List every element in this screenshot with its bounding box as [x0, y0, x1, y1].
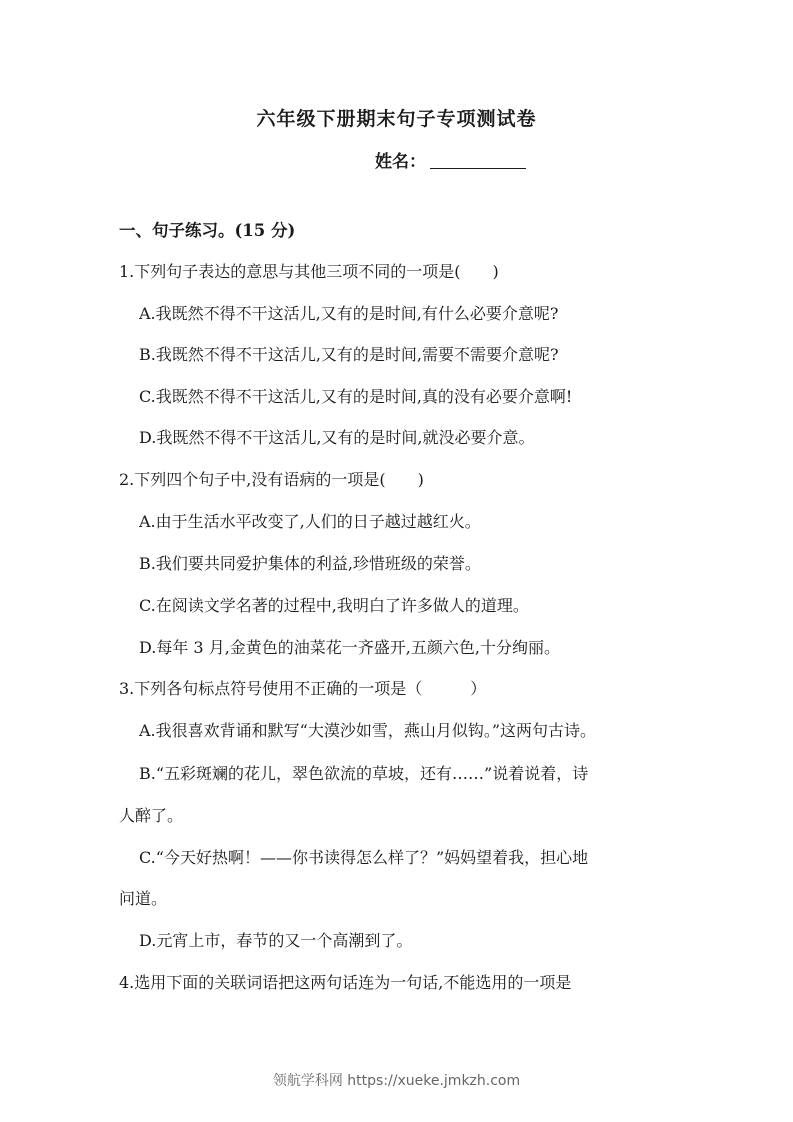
question-1-option-b: B.我既然不得不干这活儿,又有的是时间,需要不需要介意呢? [139, 345, 559, 364]
page-title: 六年级下册期末句子专项测试卷 [256, 108, 537, 130]
question-1-option-a: A.我既然不得不干这活儿,又有的是时间,有什么必要介意呢? [139, 304, 559, 323]
question-3-option-c-line1: C.“今天好热啊！——你书读得怎么样了？”妈妈望着我，担心地 [139, 848, 589, 867]
question-1-option-c: C.我既然不得不干这活儿,又有的是时间,真的没有必要介意啊! [139, 387, 573, 406]
question-1-option-d: D.我既然不得不干这活儿,又有的是时间,就没必要介意。 [139, 428, 535, 447]
name-field [375, 147, 526, 172]
footer-watermark: 领航学科网 https://xueke.jmkzh.com [272, 1073, 521, 1089]
question-3-option-b-line1: B.“五彩斑斓的花儿，翠色欲流的草坡，还有……”说着说着，诗 [139, 764, 589, 783]
name-blank-line [430, 150, 526, 169]
question-3-option-b-line2: 人醉了。 [119, 806, 184, 825]
question-2-option-d: D.每年 3 月,金黄色的油菜花一齐盛开,五颜六色,十分绚丽。 [139, 638, 560, 657]
question-2-option-b: B.我们要共同爱护集体的利益,珍惜班级的荣誉。 [139, 554, 481, 573]
name-label: 姓名： [375, 152, 426, 172]
question-2-option-a: A.由于生活水平改变了,人们的日子越过越红火。 [139, 512, 481, 531]
question-3-stem: 3.下列各句标点符号使用不正确的一项是（ ） [119, 679, 487, 698]
question-4-stem: 4.选用下面的关联词语把这两句话连为一句话,不能选用的一项是 [119, 973, 572, 992]
question-1-stem: 1.下列句子表达的意思与其他三项不同的一项是( ) [119, 262, 499, 281]
question-3-option-a: A.我很喜欢背诵和默写“大漠沙如雪，燕山月似钩。”这两句古诗。 [139, 721, 597, 740]
question-2-option-c: C.在阅读文学名著的过程中,我明白了许多做人的道理。 [139, 596, 529, 615]
question-3-option-c-line2: 问道。 [119, 889, 168, 908]
question-3-option-d: D.元宵上市，春节的又一个高潮到了。 [139, 931, 413, 950]
question-2-stem: 2.下列四个句子中,没有语病的一项是( ) [119, 470, 424, 489]
section-heading: 一、句子练习。(15 分) [119, 221, 296, 240]
